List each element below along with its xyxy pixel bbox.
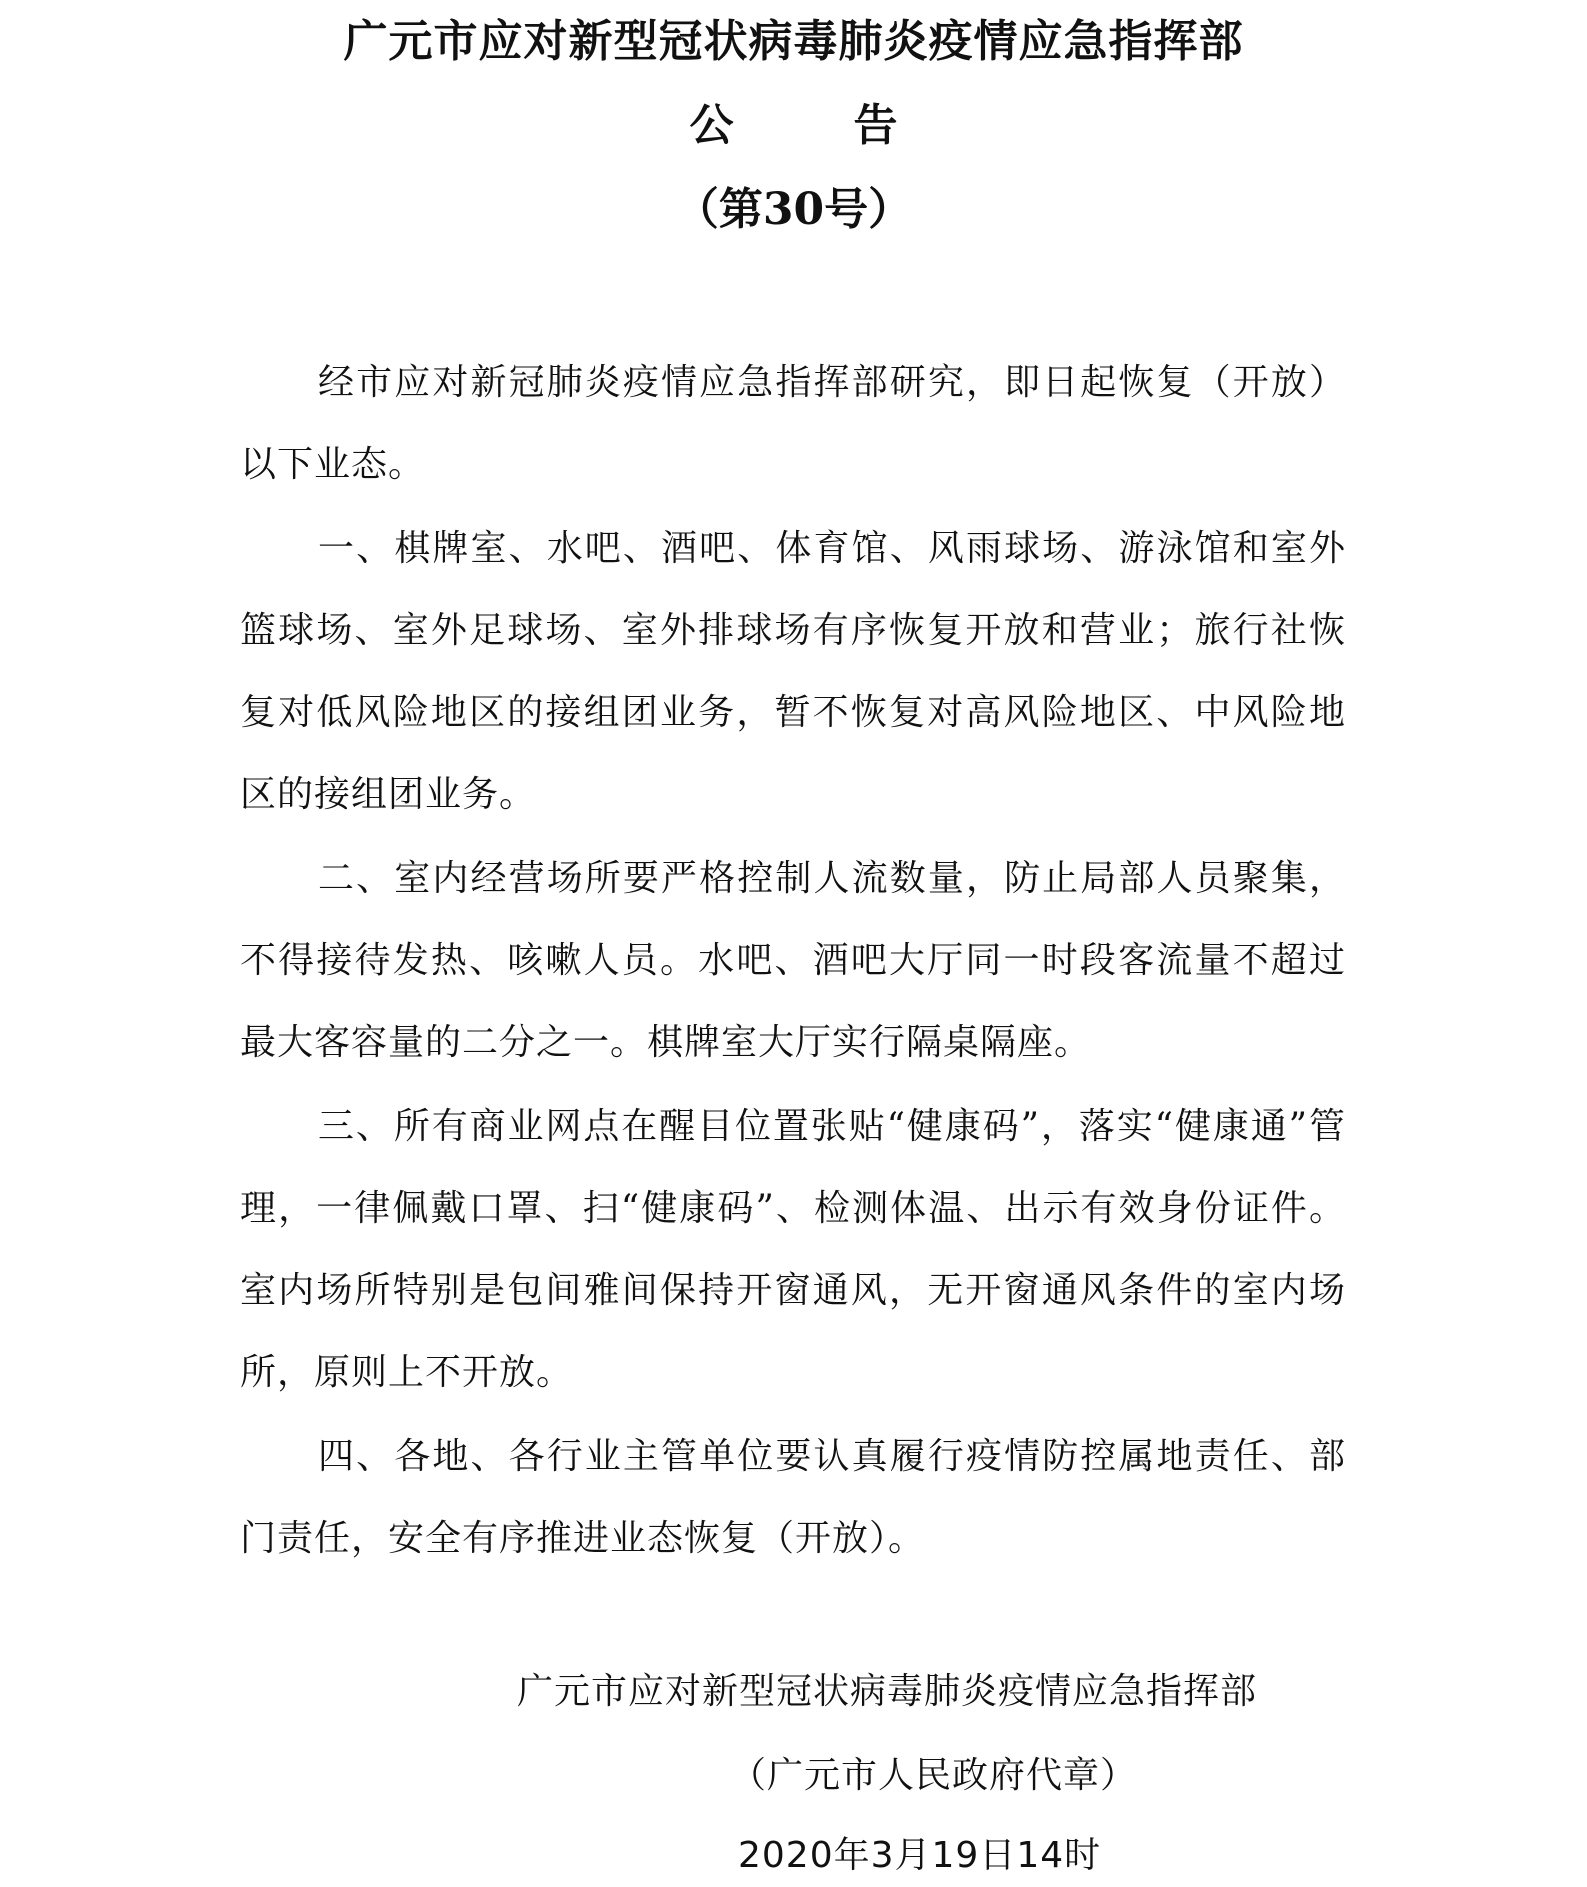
paragraph-item-1: 一、棋牌室、水吧、酒吧、体育馆、风雨球场、游泳馆和室外篮球场、室外足球场、室外排球场有序恢复开放和营业；旅行社恢复对低风险地区的接组团业务，暂不恢复对高风险地区、中风险地区的接组团业务。: [240, 528, 1346, 815]
notice-heading-char-1: 公: [689, 100, 734, 151]
document-title: 广元市应对新型冠状病毒肺炎疫情应急指挥部: [343, 16, 1244, 67]
paragraph-item-3: 三、所有商业网点在醒目位置张贴“健康码”，落实“健康通”管理，一律佩戴口罩、扫“健康码”、检测体温、出示有效身份证件。室内场所特别是包间雅间保持开窗通风，无开窗通风条件的室内场所，原则上不开放。: [240, 1106, 1346, 1393]
notice-heading: [0, 96, 1587, 156]
signature-date: 2020年3月19日14时: [738, 1835, 1102, 1876]
notice-number: （第30号）: [674, 184, 913, 235]
paragraph-item-2: 二、室内经营场所要严格控制人流数量，防止局部人员聚集，不得接待发热、咳嗽人员。水吧、酒吧大厅同一时段客流量不超过最大客容量的二分之一。棋牌室大厅实行隔桌隔座。: [240, 858, 1346, 1063]
signature-org: 广元市应对新型冠状病毒肺炎疫情应急指挥部: [517, 1671, 1258, 1712]
signature-seal-note: （广元市人民政府代章）: [730, 1755, 1138, 1796]
paragraph-item-4: 四、各地、各行业主管单位要认真履行疫情防控属地责任、部门责任，安全有序推进业态恢复（开放）。: [240, 1436, 1346, 1559]
paragraph-intro: 经市应对新冠肺炎疫情应急指挥部研究，即日起恢复（开放）以下业态。: [240, 362, 1346, 485]
notice-body: [240, 342, 1346, 1582]
notice-heading-char-2: 告: [853, 100, 898, 151]
